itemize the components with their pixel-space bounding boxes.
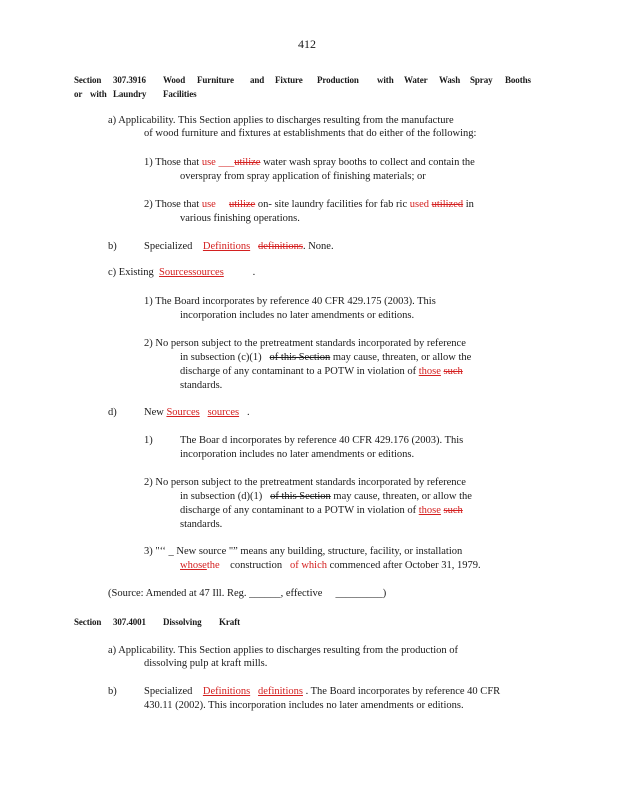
text: . — [246, 407, 250, 418]
blank: _________ — [335, 588, 383, 599]
heading-word: 307.4001 — [113, 617, 146, 627]
deleted-text: of this Section — [269, 352, 331, 363]
deleted-text-underlined: sources — [192, 267, 224, 278]
paragraph-line: standards. — [180, 380, 223, 391]
heading-word: Facilities — [163, 89, 197, 99]
text: . None. — [302, 241, 334, 252]
text: , effective — [280, 588, 323, 599]
heading-word: Fixture — [275, 75, 303, 85]
text: discharge of any contaminant to a POTW in violation of — [180, 366, 417, 377]
paragraph-line: various finishing operations. — [180, 213, 300, 224]
deleted-text: such — [443, 505, 463, 516]
heading-word: Furniture — [197, 75, 234, 85]
paragraph-label: b) — [108, 686, 117, 697]
paragraph-line: 2) No person subject to the pretreatment standards incorporated by reference — [144, 477, 466, 488]
heading-word: and — [250, 75, 265, 85]
heading-word: 307.3916 — [113, 75, 146, 85]
paragraph-line — [144, 157, 475, 168]
paragraph-line — [180, 560, 481, 571]
text: discharge of any contaminant to a POTW in violation of — [180, 505, 417, 516]
text: water wash spray booths to collect and contain the — [263, 157, 475, 168]
paragraph-line: 3) "‘‘ _ New source "” means any building, structure, facility, or installation — [144, 546, 463, 557]
paragraph-line — [144, 407, 250, 418]
deleted-text: utilized — [431, 199, 464, 210]
paragraph-line — [144, 241, 334, 252]
text: 2) Those that — [144, 199, 200, 210]
heading-word: Dissolving — [163, 617, 202, 627]
paragraph-line — [144, 199, 474, 210]
text: c) Existing — [108, 267, 154, 278]
inserted-text: used — [409, 199, 429, 210]
text: may cause, threaten, or allow the — [332, 352, 472, 363]
inserted-text: use — [201, 157, 216, 168]
text: in subsection (d)(1) — [180, 491, 263, 502]
text: New — [144, 407, 164, 418]
paragraph-line: The Boar d incorporates by reference 40 CFR 429.176 (2003). This — [180, 435, 464, 446]
inserted-text: Sources — [166, 407, 200, 418]
text: ) — [382, 588, 387, 599]
heading-word: Section — [74, 617, 102, 627]
paragraph-line: a) Applicability. This Section applies to discharges resulting from the manufacture — [108, 115, 454, 126]
paragraph-line — [144, 686, 500, 697]
paragraph-label: b) — [108, 241, 117, 252]
text: in subsection (c)(1) — [180, 352, 262, 363]
paragraph-line — [180, 352, 471, 363]
inserted-text: those — [418, 366, 441, 377]
text: commenced after October 31, 1979. — [329, 560, 481, 571]
deleted-text: such — [443, 366, 463, 377]
text: construction — [230, 560, 283, 571]
source-note — [108, 588, 386, 599]
heading-word: Production — [317, 75, 359, 85]
heading-word: Kraft — [219, 617, 240, 627]
text: . The Board incorporates by reference 40 CFR — [305, 686, 501, 697]
paragraph-line: incorporation includes no later amendments or editions. — [180, 310, 415, 321]
paragraph-label: d) — [108, 407, 117, 418]
inserted-text: Definitions — [202, 686, 251, 697]
heading-word: Laundry — [113, 89, 147, 99]
inserted-text: Definitions — [202, 241, 251, 252]
heading-word: with — [90, 89, 107, 99]
deleted-text: definitions — [258, 241, 303, 252]
text: in — [465, 199, 474, 210]
paragraph-line: 1) The Board incorporates by reference 40 CFR 429.175 (2003). This — [144, 296, 436, 307]
blank: ______ — [249, 588, 281, 599]
inserted-text: use — [201, 199, 216, 210]
text: Specialized — [144, 686, 193, 697]
heading-word: Booths — [505, 75, 531, 85]
deleted-text: of this Section — [270, 491, 331, 502]
paragraph-line: overspray from spray application of finishing materials; or — [180, 171, 426, 182]
paragraph-line: a) Applicability. This Section applies to discharges resulting from the production of — [108, 645, 459, 656]
heading-word: or — [74, 89, 83, 99]
paragraph-line: dissolving pulp at kraft mills. — [144, 658, 268, 669]
paragraph-line: incorporation includes no later amendments or editions. — [180, 449, 415, 460]
paragraph-line: of wood furniture and fixtures at establishments that do either of the following: — [144, 128, 477, 139]
paragraph-line — [180, 491, 472, 502]
paragraph-label: 1) — [144, 435, 153, 446]
heading-word: Wash — [439, 75, 461, 85]
heading-word: Section — [74, 75, 102, 85]
deleted-text: utilize — [228, 199, 256, 210]
paragraph-line — [180, 366, 463, 377]
inserted-text: of which — [289, 560, 327, 571]
paragraph-line: standards. — [180, 519, 223, 530]
paragraph-line — [180, 505, 463, 516]
inserted-text: Sources — [159, 267, 193, 278]
heading-word: Spray — [470, 75, 493, 85]
text: may cause, threaten, or allow the — [333, 491, 472, 502]
deleted-text-underlined: definitions — [258, 686, 303, 697]
page-number: 412 — [298, 37, 316, 51]
text: . — [252, 267, 256, 278]
paragraph-line: 430.11 (2002). This incorporation includes no later amendments or editions. — [144, 700, 464, 711]
paragraph-line: 2) No person subject to the pretreatment standards incorporated by reference — [144, 338, 466, 349]
deleted-text-underlined: sources — [207, 407, 240, 418]
heading-word: with — [377, 75, 394, 85]
text: Specialized — [144, 241, 193, 252]
text: 1) Those that — [144, 157, 200, 168]
inserted-text: whose — [180, 560, 207, 571]
inserted-text: those — [418, 505, 441, 516]
deleted-text: the — [206, 560, 220, 571]
heading-word: Water — [404, 75, 428, 85]
inserted-text: ___ — [218, 157, 235, 168]
heading-word: Wood — [163, 75, 186, 85]
text: on- site laundry facilities for fab ric — [257, 199, 408, 210]
text: (Source: Amended at 47 Ill. Reg. — [108, 588, 247, 599]
deleted-text: utilize — [234, 157, 261, 168]
paragraph-line — [108, 267, 255, 278]
